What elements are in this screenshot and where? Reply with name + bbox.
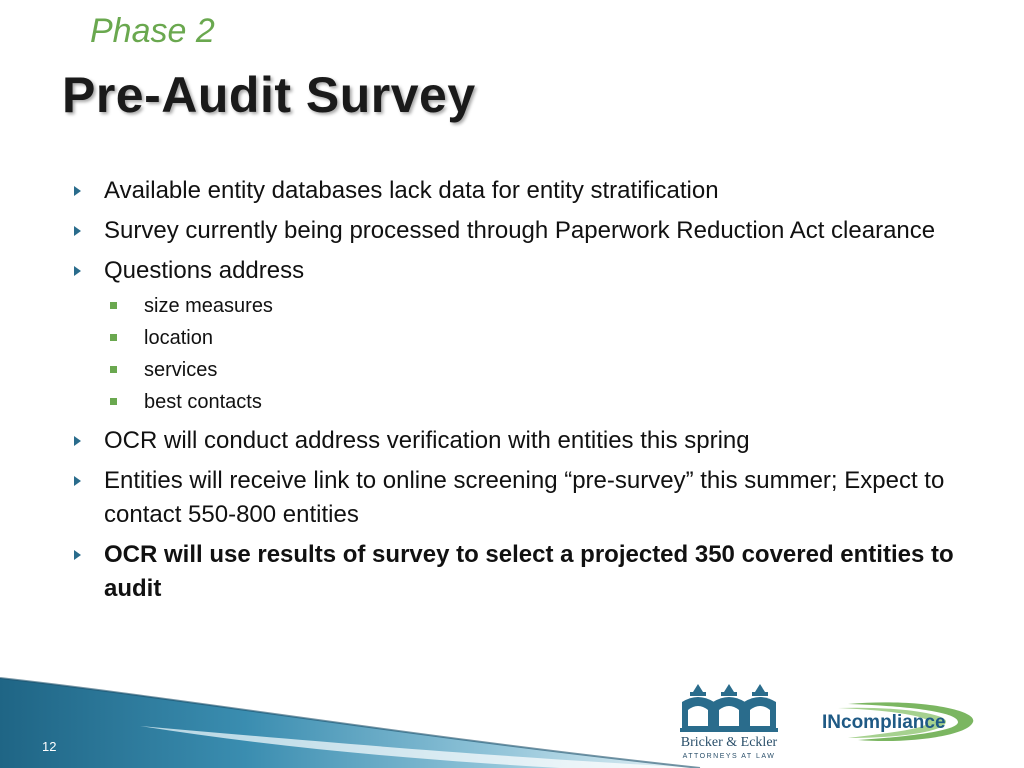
bullet-arrow-icon — [74, 436, 81, 446]
sub-bullet-text: best contacts — [144, 391, 262, 413]
bricker-eckler-logo — [676, 680, 782, 764]
bricker-tagline: ATTORNEYS AT LAW — [682, 753, 776, 760]
bullet-item — [74, 174, 974, 208]
bricker-name: Bricker & Eckler — [680, 735, 778, 750]
bullet-text: OCR will use results of survey to select a projected 350 covered entities to audit — [104, 541, 954, 602]
slide-title: Pre-Audit Survey — [62, 67, 476, 123]
square-bullet-icon — [110, 334, 117, 341]
sub-bullet-list — [104, 290, 974, 418]
bullet-arrow-icon — [74, 266, 81, 276]
bullet-arrow-icon — [74, 186, 81, 196]
bullet-arrow-icon — [74, 476, 81, 486]
incompliance-prefix: IN — [822, 712, 841, 733]
incompliance-logo — [818, 700, 978, 744]
bullet-text: Questions address — [104, 257, 305, 284]
bullet-text: Entities will receive link to online screening “pre-survey” this summer; Expect to contact 550-800 entities — [104, 467, 945, 528]
bullet-arrow-icon — [74, 550, 81, 560]
bullet-item-bold — [74, 538, 974, 606]
bullet-arrow-icon — [74, 226, 81, 236]
svg-text:INcompliance — [822, 712, 946, 733]
incompliance-suffix: compliance — [841, 712, 946, 733]
bullet-item — [74, 464, 974, 532]
bullet-text: OCR will conduct address verification with entities this spring — [104, 427, 750, 454]
bullet-list — [74, 174, 974, 612]
bullet-text: Survey currently being processed through Paperwork Reduction Act clearance — [104, 217, 936, 244]
bullet-item — [74, 254, 974, 418]
square-bullet-icon — [110, 398, 117, 405]
sub-bullet-text: location — [144, 327, 213, 349]
sub-bullet-text: size measures — [144, 295, 273, 317]
sub-bullet-item — [104, 322, 974, 354]
sub-bullet-item — [104, 386, 974, 418]
phase-label: Phase 2 — [90, 12, 215, 50]
bullet-item — [74, 214, 974, 248]
page-number: 12 — [42, 739, 57, 754]
square-bullet-icon — [110, 366, 117, 373]
bullet-text: Available entity databases lack data for entity stratification — [104, 177, 719, 204]
square-bullet-icon — [110, 302, 117, 309]
sub-bullet-item — [104, 290, 974, 322]
sub-bullet-text: services — [144, 359, 218, 381]
sub-bullet-item — [104, 354, 974, 386]
bullet-item — [74, 424, 974, 458]
